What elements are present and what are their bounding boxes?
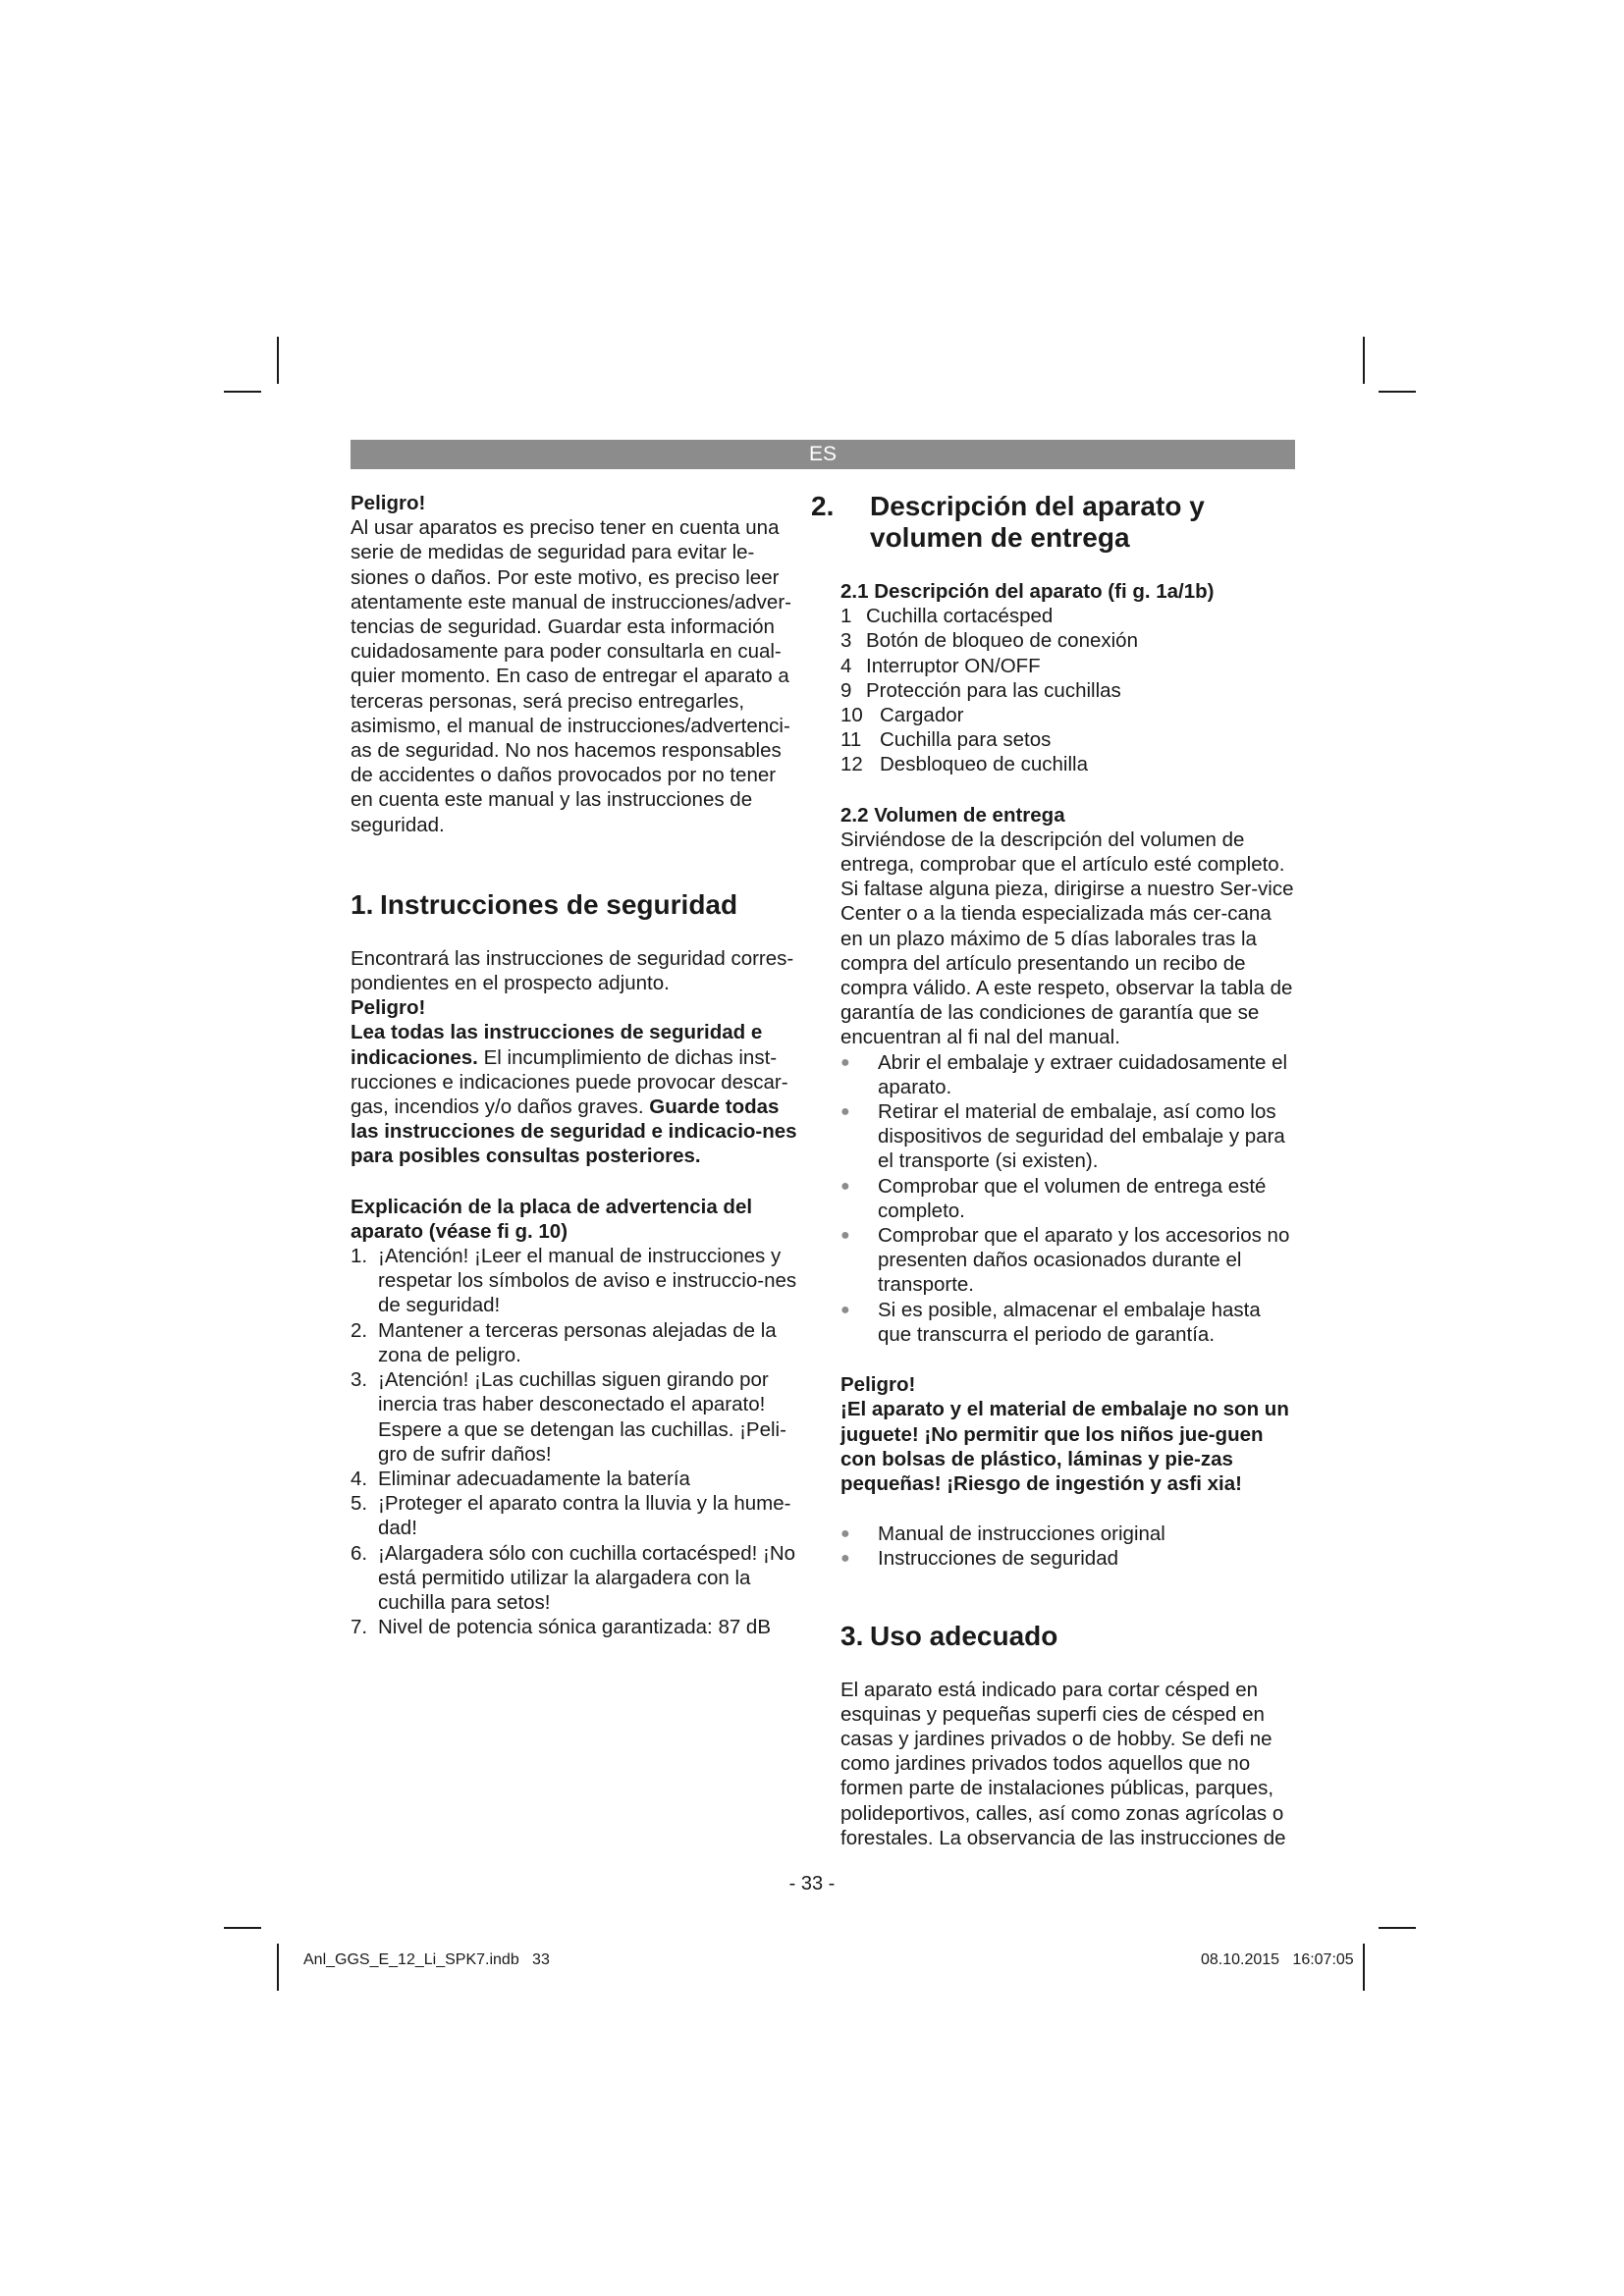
part-name: Cargador <box>880 704 964 727</box>
language-code: ES <box>808 443 837 465</box>
part-number: 9 <box>840 678 852 702</box>
item-text: Mantener a terceras personas alejadas de la zona de peligro. <box>378 1318 777 1366</box>
documents-list <box>840 1522 1296 1571</box>
item-text: Nivel de potencia sónica garantizada: 87 dB <box>378 1616 772 1639</box>
packaging-danger-text: ¡El aparato y el material de embalaje no son un juguete! ¡No permitir que los niños jue-guen con bolsas de plástico, láminas y pie-zas pequeñas! ¡Riesgo de ingestión y asfi xia! <box>840 1398 1289 1495</box>
list-item <box>840 1546 1296 1571</box>
read-instructions-bold: Lea todas las instrucciones de seguridad e indicaciones. <box>351 1021 763 1069</box>
part-number: 10 <box>840 704 863 727</box>
part-name: Desbloqueo de cuchilla <box>880 753 1088 776</box>
item-number: 2. <box>351 1318 368 1342</box>
list-item <box>840 752 1296 776</box>
section-3-title: Uso adecuado <box>870 1620 1058 1651</box>
part-number: 1 <box>840 605 852 628</box>
item-text: Instrucciones de seguridad <box>878 1547 1119 1571</box>
section-1-title: Instrucciones de seguridad <box>380 888 738 920</box>
item-text: Comprobar que el aparato y los accesorios no presenten daños ocasionados durante el transporte. <box>878 1224 1290 1297</box>
part-name: Cuchilla para setos <box>880 728 1052 752</box>
part-name: Interruptor ON/OFF <box>866 654 1041 677</box>
crop-mark <box>224 391 261 393</box>
list-item <box>351 1491 802 1540</box>
crop-mark <box>1379 1927 1416 1929</box>
read-instructions-text: El incumplimiento de dichas inst-rucciones e indicaciones puede provocar descar-gas, incendios y/o daños graves. <box>351 1045 788 1119</box>
crop-mark <box>1363 1944 1365 1991</box>
crop-mark <box>277 1944 279 1991</box>
section-1-heading <box>351 889 802 921</box>
list-item <box>840 1223 1296 1298</box>
section-3-heading <box>840 1621 1296 1652</box>
part-number: 4 <box>840 654 852 677</box>
section-1-warning <box>351 1020 802 1168</box>
item-text: ¡Atención! ¡Las cuchillas siguen girando por inercia tras haber desconectado el aparato! Espere a que se detengan las cuchillas. ¡Peli-gro de sufrir daños! <box>378 1368 786 1466</box>
item-text: Eliminar adecuadamente la batería <box>378 1467 690 1490</box>
section-2-title: Descripción del aparato y volumen de entrega <box>870 491 1205 553</box>
item-number: 7. <box>351 1616 368 1639</box>
section-3-text: El aparato está indicado para cortar césped en esquinas y pequeñas superfi cies de césped en casas y jardines privados o de hobby. Se defi ne como jardines privados todos aquellos que no formen parte de instalaciones públicas, parques, polideportivos, calles, así como zonas agrícolas o forestales. La observancia de las instrucciones de <box>840 1678 1286 1849</box>
part-name: Protección para las cuchillas <box>866 678 1121 702</box>
item-text: Comprobar que el volumen de entrega esté completo. <box>878 1174 1267 1222</box>
list-item <box>351 1541 802 1616</box>
list-item <box>840 1174 1296 1223</box>
parts-list <box>840 604 1296 776</box>
item-number: 5. <box>351 1492 368 1516</box>
page-number: - 33 - <box>788 1873 836 1895</box>
item-number: 6. <box>351 1541 368 1565</box>
bullet-icon: ● <box>840 1550 850 1568</box>
bullet-icon: ● <box>840 1177 850 1195</box>
list-item <box>840 678 1296 703</box>
bullet-icon: ● <box>840 1301 850 1318</box>
list-item <box>840 1522 1296 1546</box>
section-3-number: 3. <box>840 1620 864 1651</box>
section-1-danger: Peligro! <box>351 996 426 1020</box>
section-1-number: 1. <box>351 888 374 920</box>
intro-text: Al usar aparatos es preciso tener en cuenta una serie de medidas de seguridad para evitar le-siones o daños. Por este motivo, es preciso leer atentamente este manual de instrucciones/adver-tencias de seguridad. Guardar esta información cuidadosamente para poder consultarla en cual-quier momento. En caso de entregar el aparato a terceras personas, será preciso entregarles, asimismo, el manual de instrucciones/advertenci-as de seguridad. No nos hacemos responsables de accidentes o daños provocados por no tener en cuenta este manual y las instrucciones de seguridad. <box>351 516 791 836</box>
bullet-icon: ● <box>840 1227 850 1245</box>
part-name: Cuchilla cortacésped <box>866 605 1054 628</box>
bullet-icon: ● <box>840 1525 850 1543</box>
part-number: 12 <box>840 753 863 776</box>
packaging-danger-title: Peligro! <box>840 1373 916 1397</box>
section-2-2-title: 2.2 Volumen de entrega <box>840 803 1065 827</box>
crop-mark <box>1363 337 1365 384</box>
part-name: Botón de bloqueo de conexión <box>866 629 1138 653</box>
item-text: Retirar el material de embalaje, así como los dispositivos de seguridad del embalaje y para el transporte (si existen). <box>878 1100 1285 1173</box>
list-item <box>840 604 1296 628</box>
left-column <box>351 491 802 1639</box>
list-item <box>351 1615 802 1639</box>
language-header-bar <box>351 440 1295 469</box>
item-text: Abrir el embalaje y extraer cuidadosamente el aparato. <box>878 1050 1288 1098</box>
list-item <box>840 1050 1296 1099</box>
section-2-2-text: Sirviéndose de la descripción del volumen de entrega, comprobar que el artículo esté completo. Si faltase alguna pieza, dirigirse a nuestro Ser-vice Center o a la tienda especializada más cer-cana en un plazo máximo de 5 días laborales tras la compra del artículo presentando un recibo de compra válido. A este respeto, observar la tabla de garantía de las condiciones de garantía que se encuentran al fi nal del manual. <box>840 828 1294 1049</box>
item-text: Si es posible, almacenar el embalaje hasta que transcurra el periodo de garantía. <box>878 1298 1261 1346</box>
part-number: 3 <box>840 629 852 653</box>
section-2-1-title: 2.1 Descripción del aparato (fi g. 1a/1b) <box>840 580 1215 603</box>
item-text: Manual de instrucciones original <box>878 1522 1165 1546</box>
item-text: ¡Alargadera sólo con cuchilla cortacésped! ¡No está permitido utilizar la alargadera con la cuchilla para setos! <box>378 1541 796 1614</box>
list-item <box>840 703 1296 727</box>
item-number: 1. <box>351 1245 368 1268</box>
crop-mark <box>277 337 279 384</box>
bullet-icon: ● <box>840 1053 850 1071</box>
list-item <box>840 727 1296 752</box>
section-2-number: 2. <box>811 491 835 521</box>
list-item <box>840 628 1296 653</box>
bullet-icon: ● <box>840 1103 850 1121</box>
section-1-text: Encontrará las instrucciones de seguridad corres-pondientes en el prospecto adjunto. <box>351 946 794 995</box>
right-column <box>811 491 1296 1850</box>
crop-mark <box>224 1927 261 1929</box>
part-number: 11 <box>840 728 862 752</box>
warning-plate-list <box>351 1244 802 1639</box>
list-item <box>840 1298 1296 1347</box>
check-list <box>840 1050 1296 1347</box>
item-text: ¡Atención! ¡Leer el manual de instrucciones y respetar los símbolos de aviso e instruccio-nes de seguridad! <box>378 1245 797 1317</box>
crop-mark <box>1379 391 1416 393</box>
list-item <box>351 1467 802 1491</box>
keep-instructions-bold: Guarde todas las instrucciones de seguridad e indicacio-nes para posibles consultas posteriores. <box>351 1095 797 1168</box>
item-text: ¡Proteger el aparato contra la lluvia y la hume-dad! <box>378 1492 791 1540</box>
list-item <box>351 1318 802 1367</box>
footer-filename: Anl_GGS_E_12_Li_SPK7.indb 33 <box>303 1951 550 1968</box>
list-item <box>840 654 1296 678</box>
item-number: 3. <box>351 1368 368 1392</box>
warning-plate-title: Explicación de la placa de advertencia del aparato (véase fi g. 10) <box>351 1195 753 1243</box>
intro-danger-title: Peligro! <box>351 492 426 514</box>
list-item <box>351 1244 802 1318</box>
list-item <box>351 1367 802 1467</box>
footer-timestamp: 08.10.2015 16:07:05 <box>1201 1951 1354 1968</box>
item-number: 4. <box>351 1467 368 1490</box>
list-item <box>840 1099 1296 1174</box>
section-2-heading <box>811 491 1296 554</box>
